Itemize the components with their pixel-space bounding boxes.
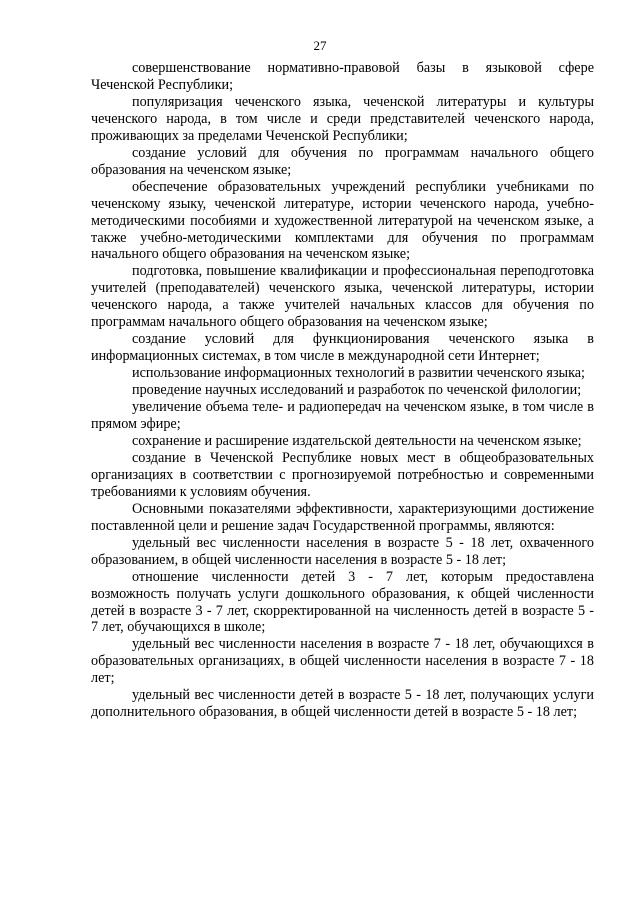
paragraph: создание в Чеченской Республике новых мест в общеобразовательных организациях в соответствии с прогнозируемой потребностью и современными требованиями к условиям обучения.	[91, 449, 594, 500]
paragraph: использование информационных технологий в развитии чеченского языка;	[132, 365, 585, 382]
paragraph: отношение численности детей 3 - 7 лет, которым предоставлена возможность получать услуги дошкольного образования, к общей численности детей в возрасте 3 - 7 лет, скорректированной на численность детей в возрасте 5 - 7 лет, обучающихся в школе;	[91, 568, 594, 636]
paragraph: обеспечение образовательных учреждений республики учебниками по чеченскому языку, чеченской литературе, истории чеченского народа, учебно-методическими пособиями и художественной литературой на чеченском языке, а также учебно-методическими комплектами для обучения по программам начального общего образования на чеченском языке;	[91, 178, 594, 263]
paragraph: Основными показателями эффективности, характеризующими достижение поставленной цели и решение задач Государственной программы, являются:	[91, 500, 594, 534]
paragraph: подготовка, повышение квалификации и профессиональная переподготовка учителей (преподавателей) чеченского языка, чеченской литературы, истории чеченского народа, а также учителей начальных классов для обучения по программам начального общего образования на чеченском языке;	[91, 263, 594, 331]
paragraph: сохранение и расширение издательской деятельности на чеченском языке;	[132, 432, 582, 449]
page-number: 27	[313, 38, 327, 53]
paragraph: увеличение объема теле- и радиопередач на чеченском языке, в том числе в прямом эфире;	[91, 399, 594, 433]
paragraph: удельный вес численности населения в возрасте 7 - 18 лет, обучающихся в образовательных организациях, в общей численности населения в возрасте 7 - 18 лет;	[91, 636, 594, 687]
paragraph: создание условий для обучения по программам начального общего образования на чеченском языке;	[91, 144, 594, 178]
paragraph: совершенствование нормативно-правовой базы в языковой сфере Чеченской Республики;	[91, 60, 594, 93]
document-body	[91, 60, 594, 721]
paragraph: удельный вес численности населения в возрасте 5 - 18 лет, охваченного образованием, в общей численности населения в возрасте 5 - 18 лет;	[91, 534, 594, 568]
paragraph: создание условий для функционирования чеченского языка в информационных системах, в том числе в международной сети Интернет;	[91, 331, 594, 365]
paragraph: удельный вес численности детей в возрасте 5 - 18 лет, получающих услуги дополнительного образования, в общей численности детей в возрасте 5 - 18 лет;	[91, 687, 594, 721]
paragraph: проведение научных исследований и разработок по чеченской филологии;	[132, 382, 582, 399]
paragraph: популяризация чеченского языка, чеченской литературы и культуры чеченского народа, в том числе и среди представителей чеченского народа, проживающих за пределами Чеченской Республики;	[91, 93, 594, 144]
